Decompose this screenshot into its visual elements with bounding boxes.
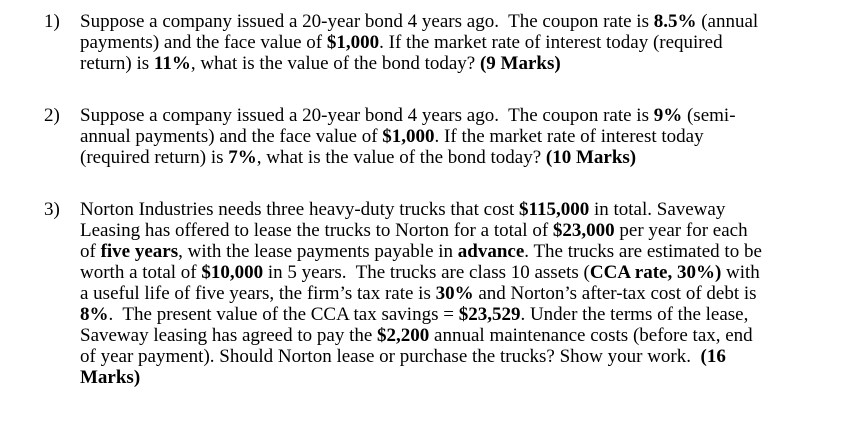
bold-text-run: $1,000 xyxy=(326,32,380,53)
text-line xyxy=(80,220,762,241)
bold-text-run: $1,000 xyxy=(382,126,435,147)
text-line xyxy=(80,241,762,262)
text-run: , what is the value of the bond today? xyxy=(190,53,480,74)
question-number: 2) xyxy=(44,105,60,126)
text-run: annual payments) and the face value of xyxy=(80,126,383,147)
text-run: Leasing has offered to lease the trucks to Norton for a total of xyxy=(80,220,553,241)
text-line xyxy=(80,262,762,283)
text-run: , with the lease payments payable in xyxy=(178,241,458,262)
text-run: payments) and the face value of xyxy=(80,32,327,53)
bold-text-run: 8% xyxy=(80,304,109,325)
text-run: . If the market rate of interest today xyxy=(434,126,704,147)
question-text xyxy=(80,105,736,168)
bold-text-run: (16 xyxy=(700,346,726,367)
text-line xyxy=(80,32,758,53)
text-line xyxy=(80,126,736,147)
text-run: in total. Saveway xyxy=(589,199,726,220)
bold-text-run: Marks) xyxy=(80,367,141,388)
bold-text-run: CCA rate, 30%) xyxy=(589,262,722,283)
text-run: with xyxy=(721,262,760,283)
bold-text-run: 11% xyxy=(153,53,191,74)
text-run: Suppose a company issued a 20-year bond 4 years ago. The coupon rate is xyxy=(80,105,654,126)
bold-text-run: 7% xyxy=(228,147,257,168)
text-line xyxy=(80,199,762,220)
bold-text-run: (10 Marks) xyxy=(545,147,637,168)
text-line xyxy=(80,325,762,346)
text-line xyxy=(80,304,762,325)
bold-text-run: $23,000 xyxy=(552,220,615,241)
question-text xyxy=(80,199,762,388)
bold-text-run: advance xyxy=(457,241,525,262)
text-run: annual maintenance costs (before tax, end xyxy=(429,325,753,346)
question-number: 1) xyxy=(44,11,60,32)
text-run: , what is the value of the bond today? xyxy=(256,147,546,168)
text-run: Saveway leasing has agreed to pay the xyxy=(80,325,378,346)
text-run: . The trucks are estimated to be xyxy=(524,241,762,262)
text-run: return) is xyxy=(80,53,154,74)
text-run: worth a total of xyxy=(80,262,202,283)
text-run: per year for each xyxy=(614,220,748,241)
bold-text-run: 8.5% xyxy=(653,11,697,32)
text-line xyxy=(80,367,762,388)
text-run: in 5 years. The trucks are class 10 assets ( xyxy=(263,262,590,283)
text-run: . Under the terms of the lease, xyxy=(520,304,749,325)
bold-text-run: 9% xyxy=(653,105,683,126)
question-text xyxy=(80,11,758,74)
text-line xyxy=(80,11,758,32)
text-run: (semi- xyxy=(682,105,736,126)
text-line xyxy=(80,105,736,126)
text-run: and Norton’s after-tax cost of debt is xyxy=(473,283,757,304)
text-run: (required return) is xyxy=(80,147,229,168)
text-run: . If the market rate of interest today (required xyxy=(379,32,723,53)
text-line xyxy=(80,346,762,367)
bold-text-run: $2,200 xyxy=(377,325,430,346)
bold-text-run: five years xyxy=(100,241,179,262)
text-run: of year payment). Should Norton lease or purchase the trucks? Show your work. xyxy=(80,346,701,367)
text-run: (annual xyxy=(696,11,759,32)
text-line xyxy=(80,53,758,74)
text-run: . The present value of the CCA tax savings = xyxy=(108,304,459,325)
text-run: Suppose a company issued a 20-year bond 4 years ago. The coupon rate is xyxy=(80,11,654,32)
text-run: a useful life of five years, the firm’s tax rate is xyxy=(80,283,436,304)
bold-text-run: $10,000 xyxy=(201,262,264,283)
text-run: of xyxy=(80,241,101,262)
bold-text-run: 30% xyxy=(435,283,474,304)
text-run: Norton Industries needs three heavy-duty trucks that cost xyxy=(80,199,519,220)
text-line xyxy=(80,283,762,304)
bold-text-run: (9 Marks) xyxy=(479,53,561,74)
question-number: 3) xyxy=(44,199,60,220)
bold-text-run: $115,000 xyxy=(519,199,590,220)
text-line xyxy=(80,147,736,168)
bold-text-run: $23,529 xyxy=(458,304,521,325)
